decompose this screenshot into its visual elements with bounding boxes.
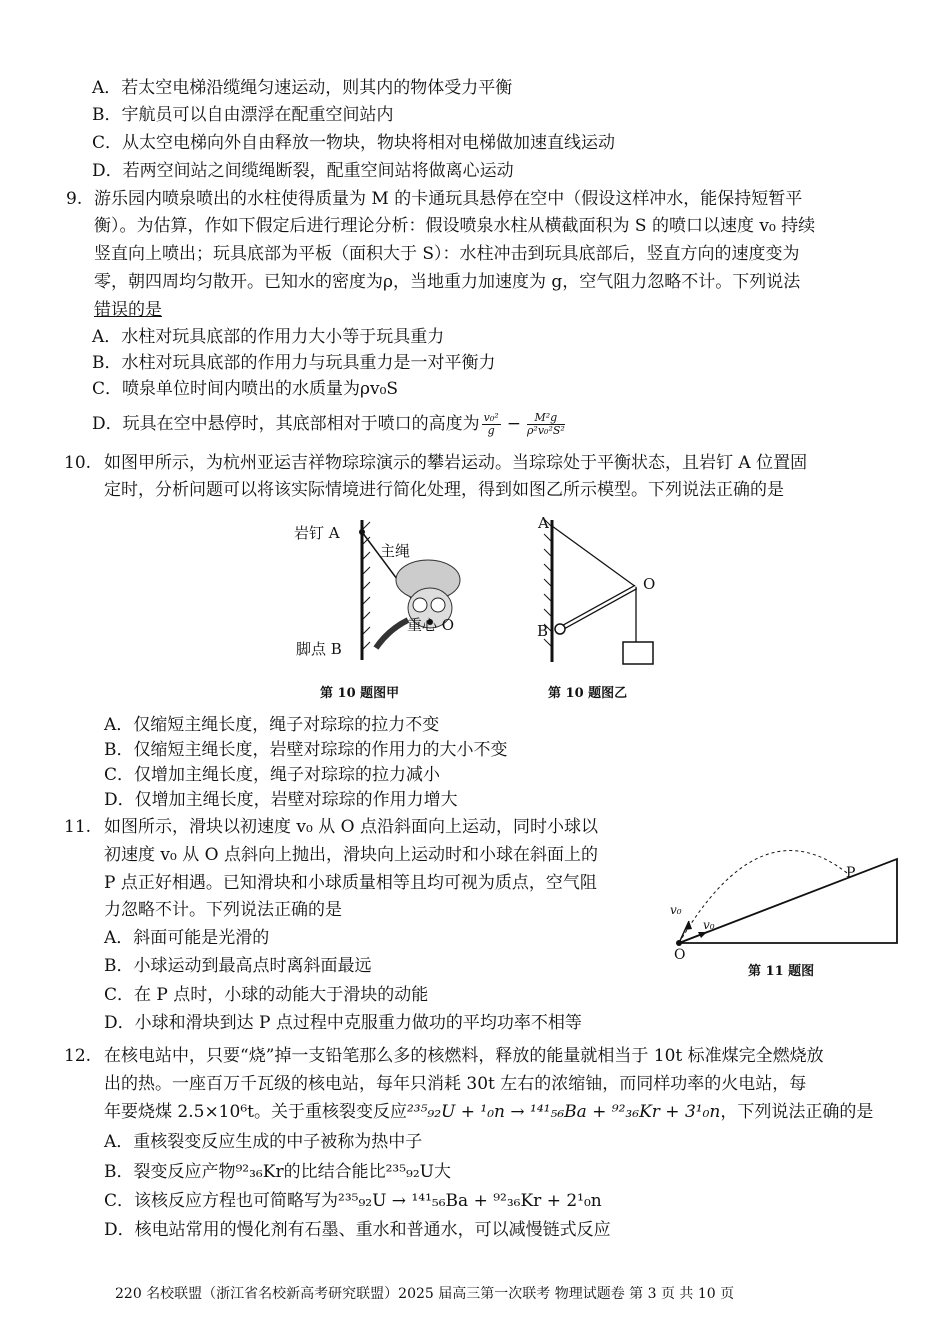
- fig10a-label-rope: 主绳: [380, 542, 411, 560]
- q9-frac-1-den: g: [487, 424, 495, 437]
- fig10b-caption: 第 10 题图乙: [548, 686, 628, 701]
- q9-stem-line: 游乐园内喷泉喷出的水柱使得质量为 M 的卡通玩具悬停在空中（假设这样冲水，能保持短暂平: [94, 189, 803, 209]
- q12-stem-line: 出的热。一座百万千瓦级的核电站，每年只消耗 30t 左右的浓缩铀，而同样功率的火电站，每: [104, 1074, 807, 1094]
- q9-frac-2-num: M²g: [527, 412, 565, 425]
- q11-stem-line: 力忽略不计。下列说法正确的是: [104, 900, 342, 920]
- q10-option-a: A．仅缩短主绳长度，绳子对琮琮的拉力不变: [104, 715, 440, 735]
- q10-option-b: B．仅缩短主绳长度，岩壁对琮琮的作用力的大小不变: [104, 740, 508, 760]
- fig10a-label-foot: 脚点 B: [296, 640, 342, 658]
- q11-option-d: D．小球和滑块到达 P 点过程中克服重力做功的平均功率不相等: [104, 1013, 582, 1033]
- q11-stem-line: 初速度 v₀ 从 O 点斜向上抛出，滑块向上运动时和小球在斜面上的: [104, 845, 598, 865]
- q9-stem-end: [94, 298, 162, 322]
- q8-option-d: D．若两空间站之间缆绳断裂，配重空间站将做离心运动: [92, 161, 514, 181]
- q9-frac-2-den: ρ²v₀²S²: [526, 424, 565, 437]
- fig10a-caption: 第 10 题图甲: [320, 686, 400, 701]
- q9-stem-line: 竖直向上喷出；玩具底部为平板（面积大于 S）：水柱冲击到玩具底部后，竖直方向的速度变为: [94, 244, 800, 264]
- q12-stem-pre: 年要烧煤 2.5×10⁶t。关于重核裂变反应: [104, 1102, 407, 1122]
- q10-stem-line: 如图甲所示，为杭州亚运吉祥物琮琮演示的攀岩运动。当琮琮处于平衡状态，且岩钉 A 位置固: [104, 453, 808, 473]
- fig10a-label-nail: 岩钉 A: [294, 524, 340, 542]
- q12-reaction: ²³⁵₉₂U + ¹₀n → ¹⁴¹₅₆Ba + ⁹²₃₆Kr + 3¹₀n: [406, 1102, 721, 1122]
- q10-option-c: C．仅增加主绳长度，绳子对琮琮的拉力减小: [104, 765, 441, 785]
- fig11-caption: 第 11 题图: [748, 964, 815, 979]
- page-footer: 220 名校联盟（浙江省名校新高考研究联盟）2025 届高三第一次联考 物理试题卷 第 3 页 共 10 页: [115, 1286, 735, 1302]
- q12-option-a: A．重核裂变反应生成的中子被称为热中子: [104, 1132, 423, 1152]
- fig11-label-v0-block: v₀: [703, 918, 715, 932]
- fig10b-label-o: O: [643, 575, 656, 593]
- q12-number: 12.: [64, 1046, 92, 1066]
- q10-option-d: D．仅增加主绳长度，岩壁对琮琮的作用力增大: [104, 790, 458, 810]
- q12-stem-line-3: [104, 1100, 873, 1124]
- q12-option-b: B．裂变反应产物⁹²₃₆Kr的比结合能比²³⁵₉₂U大: [104, 1162, 451, 1182]
- q10-stem-line: 定时，分析问题可以将该实际情境进行简化处理，得到如图乙所示模型。下列说法正确的是: [104, 480, 784, 500]
- q9-minus: −: [506, 414, 521, 434]
- q8-option-b: B．宇航员可以自由漂浮在配重空间站内: [92, 105, 394, 125]
- q9-option-b: B．水柱对玩具底部的作用力与玩具重力是一对平衡力: [92, 353, 496, 373]
- q9-option-d: [92, 412, 567, 437]
- q11-stem-line: P 点正好相遇。已知滑块和小球质量相等且均可视为质点，空气阻: [104, 873, 597, 893]
- q11-option-a: A．斜面可能是光滑的: [104, 928, 270, 948]
- q9-stem-line: 衡）。为估算，作如下假定后进行理论分析：假设喷泉水柱从横截面积为 S 的喷口以速度 v₀ 持续: [94, 216, 816, 236]
- fig10b-label-b: B: [537, 622, 549, 640]
- q8-option-a: A．若太空电梯沿缆绳匀速运动，则其内的物体受力平衡: [92, 78, 513, 98]
- q11-option-b: B．小球运动到最高点时离斜面最远: [104, 956, 372, 976]
- q9-option-a: A．水柱对玩具底部的作用力大小等于玩具重力: [92, 327, 445, 347]
- fig11-label-v0-ball: v₀: [670, 903, 682, 917]
- q9-emphasis-wrong: 错误的是: [94, 300, 162, 320]
- q12-stem-post: ，下列说法正确的是: [720, 1102, 874, 1122]
- q9-stem-line: 零，朝四周均匀散开。已知水的密度为ρ，当地重力加速度为 g，空气阻力忽略不计。下列说法: [94, 272, 801, 292]
- fig11-incline-diagram: [665, 845, 910, 955]
- fig11-label-p: P: [846, 865, 856, 881]
- q9-frac-2: [527, 412, 565, 437]
- q10-number: 10.: [64, 453, 92, 473]
- q11-number: 11.: [64, 817, 92, 837]
- q9-number: 9.: [66, 189, 83, 209]
- q12-option-c: C．该核反应方程也可简略写为²³⁵₉₂U → ¹⁴¹₅₆Ba + ⁹²₃₆Kr + 2¹₀n: [104, 1191, 602, 1211]
- q12-option-d: D．核电站常用的慢化剂有石墨、重水和普通水，可以减慢链式反应: [104, 1220, 611, 1240]
- q9-option-c: C．喷泉单位时间内喷出的水质量为ρv₀S: [92, 379, 399, 399]
- q11-stem-line: 如图所示，滑块以初速度 v₀ 从 O 点沿斜面向上运动，同时小球以: [104, 817, 598, 837]
- q9-frac-1-num: v₀²: [483, 411, 499, 424]
- q9-option-d-text: D．玩具在空中悬停时，其底部相对于喷口的高度为: [92, 414, 480, 434]
- q12-stem-line: 在核电站中，只要“烧”掉一支铅笔那么多的核燃料，释放的能量就相当于 10t 标准煤完全燃烧放: [104, 1046, 824, 1066]
- q9-frac-1: [482, 412, 501, 437]
- q11-option-c: C．在 P 点时，小球的动能大于滑块的动能: [104, 985, 429, 1005]
- fig10b-label-a: A: [538, 514, 549, 532]
- fig11-label-o: O: [674, 947, 686, 963]
- q8-option-c: C．从太空电梯向外自由释放一物块，物块将相对电梯做加速直线运动: [92, 133, 616, 153]
- fig10a-label-cg: 重心 O: [407, 616, 455, 634]
